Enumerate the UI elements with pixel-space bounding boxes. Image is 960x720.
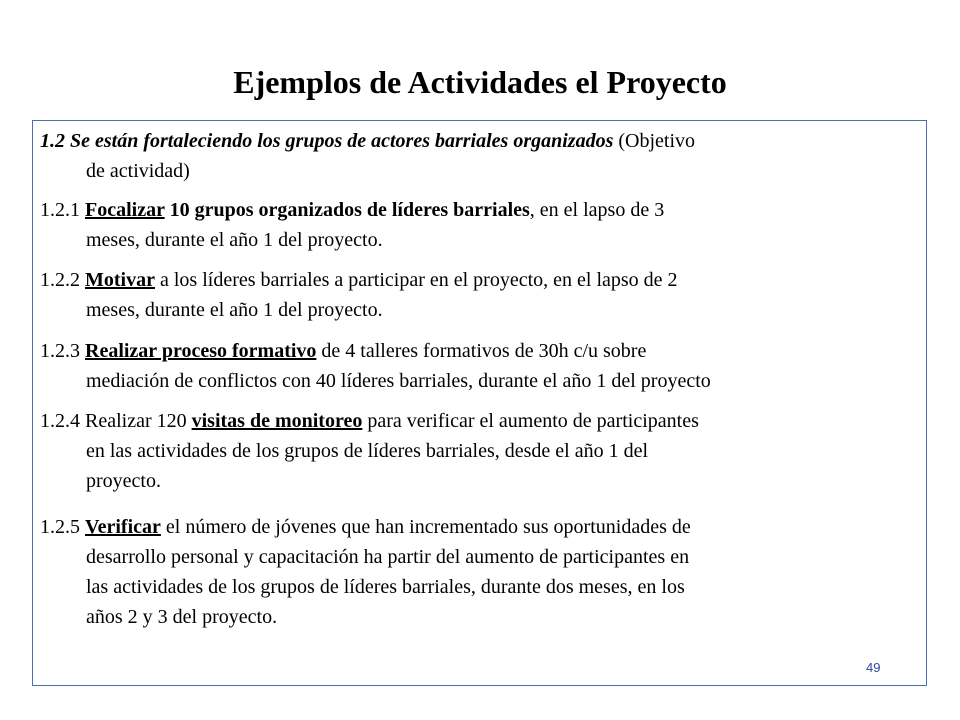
activity-keyword: Verificar bbox=[85, 516, 161, 538]
objective-line-1 bbox=[40, 126, 960, 156]
objective-item bbox=[40, 126, 960, 186]
activity-keyword: Motivar bbox=[85, 269, 155, 291]
activity-1-2-1-line-2: meses, durante el año 1 del proyecto. bbox=[86, 229, 383, 251]
activity-1-2-5-line-2: desarrollo personal y capacitación ha partir del aumento de participantes en bbox=[86, 546, 690, 568]
activity-item-1-2-5 bbox=[40, 512, 960, 632]
activity-keyword: Realizar proceso formativo bbox=[85, 340, 317, 362]
activity-1-2-2-line-1 bbox=[40, 265, 960, 295]
activity-number: 1.2.3 bbox=[40, 340, 85, 362]
activity-bold-phrase: 10 grupos organizados de líderes barriales bbox=[164, 199, 530, 221]
activity-number: 1.2.5 bbox=[40, 516, 85, 538]
activity-text: , en el lapso de 3 bbox=[529, 199, 665, 221]
activity-1-2-1-line-1 bbox=[40, 195, 960, 225]
activity-text: el número de jóvenes que han incrementado sus oportunidades de bbox=[160, 516, 691, 538]
activity-keyword: Focalizar bbox=[85, 199, 165, 221]
activity-text: de 4 talleres formativos de 30h c/u sobre bbox=[316, 340, 647, 362]
activity-number: 1.2.4 Realizar 120 bbox=[40, 410, 192, 432]
activity-number: 1.2.1 bbox=[40, 199, 85, 221]
objective-line-2: de actividad) bbox=[86, 160, 190, 182]
activity-1-2-5-line-3: las actividades de los grupos de líderes barriales, durante dos meses, en los bbox=[86, 576, 685, 598]
content-box bbox=[32, 120, 927, 686]
activity-1-2-3-line-1 bbox=[40, 336, 960, 366]
activity-1-2-3-line-2: mediación de conflictos con 40 líderes barriales, durante el año 1 del proyecto bbox=[86, 370, 711, 392]
activity-text: a los líderes barriales a participar en el proyecto, en el lapso de 2 bbox=[154, 269, 678, 291]
slide-title: Ejemplos de Actividades el Proyecto bbox=[233, 64, 727, 100]
activity-item-1-2-4 bbox=[40, 406, 960, 496]
activity-item-1-2-1 bbox=[40, 195, 960, 255]
activity-1-2-4-line-1 bbox=[40, 406, 960, 436]
objective-suffix: (Objetivo bbox=[613, 130, 696, 152]
activity-text: para verificar el aumento de participantes bbox=[362, 410, 699, 432]
page-number: 49 bbox=[866, 660, 881, 675]
activity-item-1-2-2 bbox=[40, 265, 960, 325]
activity-1-2-5-line-1 bbox=[40, 512, 960, 542]
activity-1-2-4-line-2: en las actividades de los grupos de líderes barriales, desde el año 1 del bbox=[86, 440, 649, 462]
activity-keyword: visitas de monitoreo bbox=[191, 410, 363, 432]
objective-heading: 1.2 Se están fortaleciendo los grupos de actores barriales organizados bbox=[40, 130, 614, 152]
activity-item-1-2-3 bbox=[40, 336, 960, 396]
activity-1-2-2-line-2: meses, durante el año 1 del proyecto. bbox=[86, 299, 383, 321]
activity-number: 1.2.2 bbox=[40, 269, 85, 291]
activity-1-2-4-line-3: proyecto. bbox=[86, 470, 161, 492]
activity-1-2-5-line-4: años 2 y 3 del proyecto. bbox=[86, 606, 278, 628]
